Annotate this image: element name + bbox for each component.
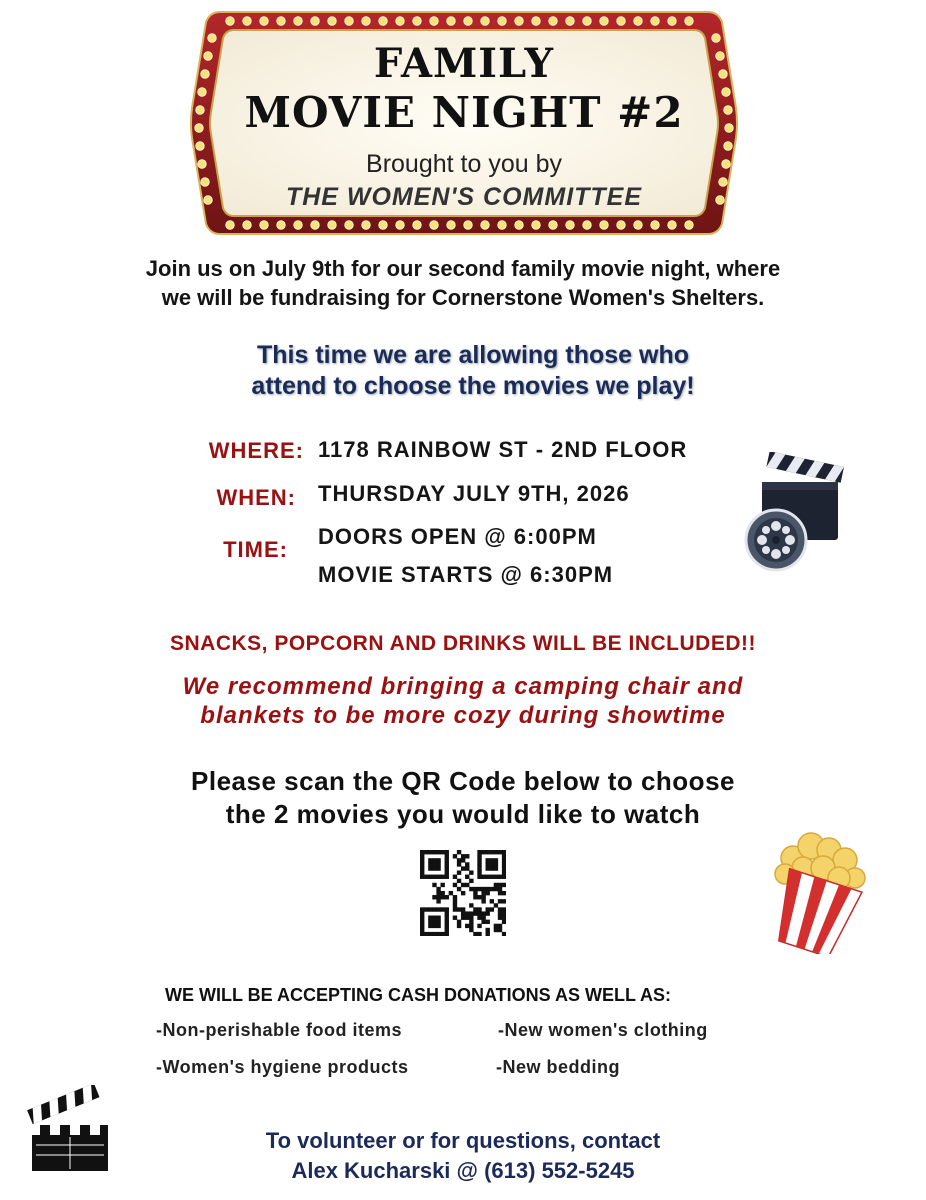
donation-item: -Non-perishable food items [156,1020,403,1040]
marquee-bulb [515,221,523,229]
marquee-bulb [566,221,574,229]
marquee-bulb [498,17,506,25]
intro-line-1: Join us on July 9th for our second family movie night, where [145,256,781,281]
marquee-bulb [345,221,353,229]
time-value-doors: DOORS OPEN @ 6:00PM [318,524,597,549]
marquee-bulb [362,221,370,229]
committee-name: THE WOMEN'S COMMITTEE [285,183,643,211]
marquee-bulb [362,17,370,25]
recommend-line-1: We recommend bringing a camping chair and [182,673,744,700]
marquee-bulb [668,17,676,25]
choose-movies-text [10,340,926,402]
intro-text [0,254,926,312]
marquee-bulb [294,17,302,25]
marquee-bulb [464,221,472,229]
marquee-bulb [447,221,455,229]
marquee-bulb [549,17,557,25]
marquee-bulb [600,221,608,229]
intro-line-2: we will be fundraising for Cornerstone Women's Shelters. [161,285,765,310]
marquee-bulb [294,221,302,229]
time-label: TIME: [223,537,288,562]
contact-info [0,1126,926,1186]
scan-line-2: the 2 movies you would like to watch [225,799,701,829]
marquee-bulb [724,142,732,150]
marquee-bulb [617,17,625,25]
marquee-bulb [345,17,353,25]
scan-line-1: Please scan the QR Code below to choose [191,766,735,796]
donations-heading: WE WILL BE ACCEPTING CASH DONATIONS AS WELL AS: [165,985,671,1005]
marquee-bulb [430,221,438,229]
scan-instructions [0,765,926,831]
marquee-bulb [243,221,251,229]
marquee-bulb [481,17,489,25]
donation-item: -New women's clothing [498,1020,708,1040]
marquee-bulb [328,17,336,25]
recommendation-text [0,672,926,730]
marquee-bulb [600,17,608,25]
title-line-1: FAMILY [373,40,555,87]
choose-line-2: attend to choose the movies we play! [251,372,695,400]
recommend-line-2: blankets to be more cozy during showtime [200,702,726,729]
marquee-bulb [617,221,625,229]
marquee-bulb [634,221,642,229]
marquee-bulb [651,17,659,25]
marquee-bulb [668,221,676,229]
title-line-2: MOVIE NIGHT #2 [244,88,684,137]
marquee-bulb [277,17,285,25]
marquee-bulb [583,221,591,229]
marquee-bulb [379,17,387,25]
marquee-bulb [311,221,319,229]
marquee-bulb [196,142,204,150]
donation-item: -New bedding [496,1057,620,1077]
subtitle: Brought to you by [366,150,562,178]
marquee-bulb [226,221,234,229]
marquee-bulb [277,221,285,229]
marquee-bulb [532,17,540,25]
marquee-bulb [549,221,557,229]
choose-line-1: This time we are allowing those who [256,341,690,369]
marquee-bulb [515,17,523,25]
marquee-sign [190,8,738,238]
marquee-bulb [260,221,268,229]
marquee-bulb [685,221,693,229]
contact-line-1: To volunteer or for questions, contact [265,1128,661,1153]
marquee-bulb [328,221,336,229]
marquee-bulb [243,17,251,25]
marquee-bulb [651,221,659,229]
marquee-bulb [634,17,642,25]
marquee-bulb [379,221,387,229]
marquee-bulb [396,221,404,229]
marquee-bulb [260,17,268,25]
where-label: WHERE: [208,438,304,463]
popcorn-icon [765,828,869,959]
clapperboard-reel-icon [740,452,845,582]
when-value: THURSDAY JULY 9TH, 2026 [318,481,630,506]
marquee-bulb [413,221,421,229]
donation-item: -Women's hygiene products [156,1057,409,1077]
marquee-bulb [413,17,421,25]
marquee-bulb [464,17,472,25]
marquee-bulb [532,221,540,229]
marquee-bulb [396,17,404,25]
marquee-bulb [583,17,591,25]
when-label: WHEN: [216,485,296,510]
marquee-bulb [481,221,489,229]
snacks-notice: SNACKS, POPCORN AND DRINKS WILL BE INCLUDED!! [169,632,756,655]
time-value-movie: MOVIE STARTS @ 6:30PM [318,562,614,587]
marquee-bulb [498,221,506,229]
marquee-bulb [566,17,574,25]
marquee-bulb [430,17,438,25]
marquee-bulb [447,17,455,25]
where-value: 1178 RAINBOW ST - 2ND FLOOR [318,437,688,462]
marquee-bulb [685,17,693,25]
qr-code[interactable] [420,850,506,941]
marquee-bulb [311,17,319,25]
contact-line-2: Alex Kucharski @ (613) 552-5245 [291,1158,635,1183]
marquee-bulb [226,17,234,25]
